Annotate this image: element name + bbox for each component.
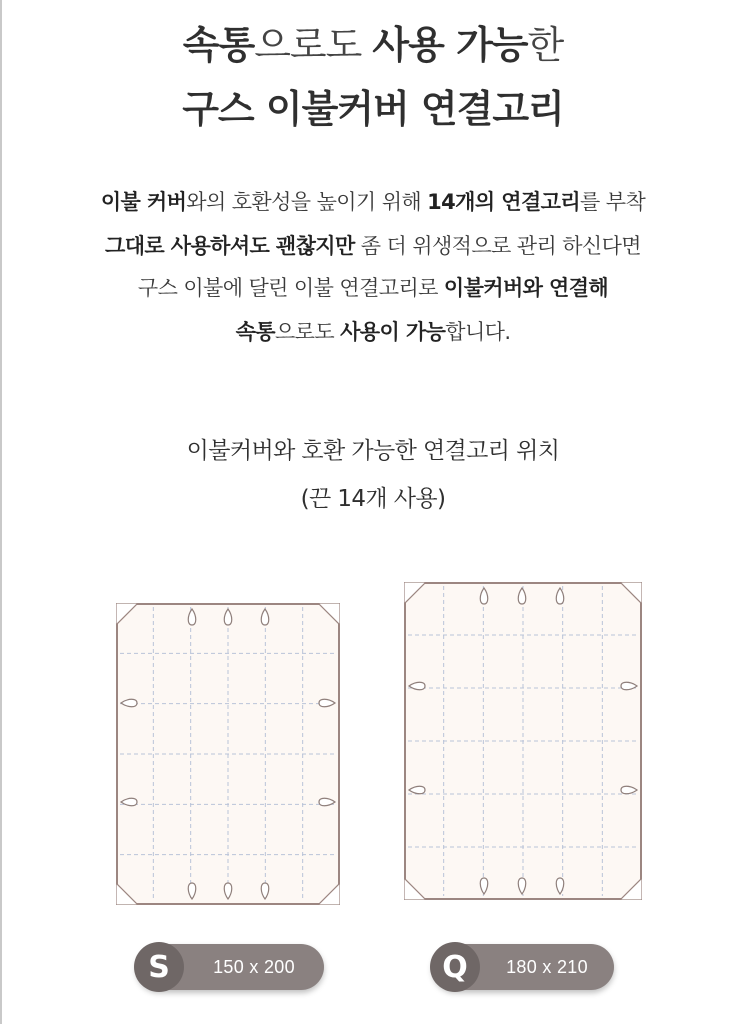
desc-bold: 속통 — [235, 320, 275, 344]
description-line1 — [0, 186, 746, 216]
size-dimensions: 180 x 210 — [506, 956, 588, 977]
desc-text: 구스 이불에 달린 이불 연결고리로 — [137, 276, 444, 300]
size-dimensions: 150 x 200 — [213, 956, 295, 977]
title-strong-2: 사용 가능 — [372, 23, 528, 67]
desc-text: 좀 더 위생적으로 관리 하신다면 — [354, 234, 641, 258]
section-subtitle-note: (끈 14개 사용) — [300, 486, 446, 512]
title-strong-1: 속통 — [182, 23, 255, 67]
size-badge-queen — [432, 944, 614, 990]
size-letter: S — [134, 942, 184, 992]
desc-text: 합니다. — [445, 320, 511, 344]
page-title-line2: 구스 이불커버 연결고리 — [182, 87, 564, 131]
title-light-1: 으로도 — [254, 23, 362, 67]
desc-text: 으로도 — [274, 320, 341, 344]
description-line4 — [0, 316, 746, 346]
description-line3 — [0, 272, 746, 302]
title-light-2: 한 — [527, 23, 564, 67]
section-subtitle: 이불커버와 호환 가능한 연결고리 위치 — [186, 438, 560, 464]
quilt-diagram-queen — [404, 582, 642, 900]
desc-bold: 이불 커버 — [100, 190, 187, 214]
desc-text: 와의 호환성을 높이기 위해 — [186, 190, 428, 214]
page-title-line1 — [0, 14, 746, 69]
quilt-diagram-single — [116, 603, 340, 905]
desc-bold: 사용이 가능 — [340, 320, 446, 344]
desc-text: 를 부착 — [580, 190, 646, 214]
desc-bold: 이불커버와 연결해 — [443, 276, 609, 300]
size-letter: Q — [430, 942, 480, 992]
desc-bold: 그대로 사용하셔도 괜찮지만 — [105, 234, 355, 258]
desc-bold: 14개의 연결고리 — [427, 190, 581, 214]
size-badge-single — [136, 944, 324, 990]
description-line2 — [0, 230, 746, 260]
